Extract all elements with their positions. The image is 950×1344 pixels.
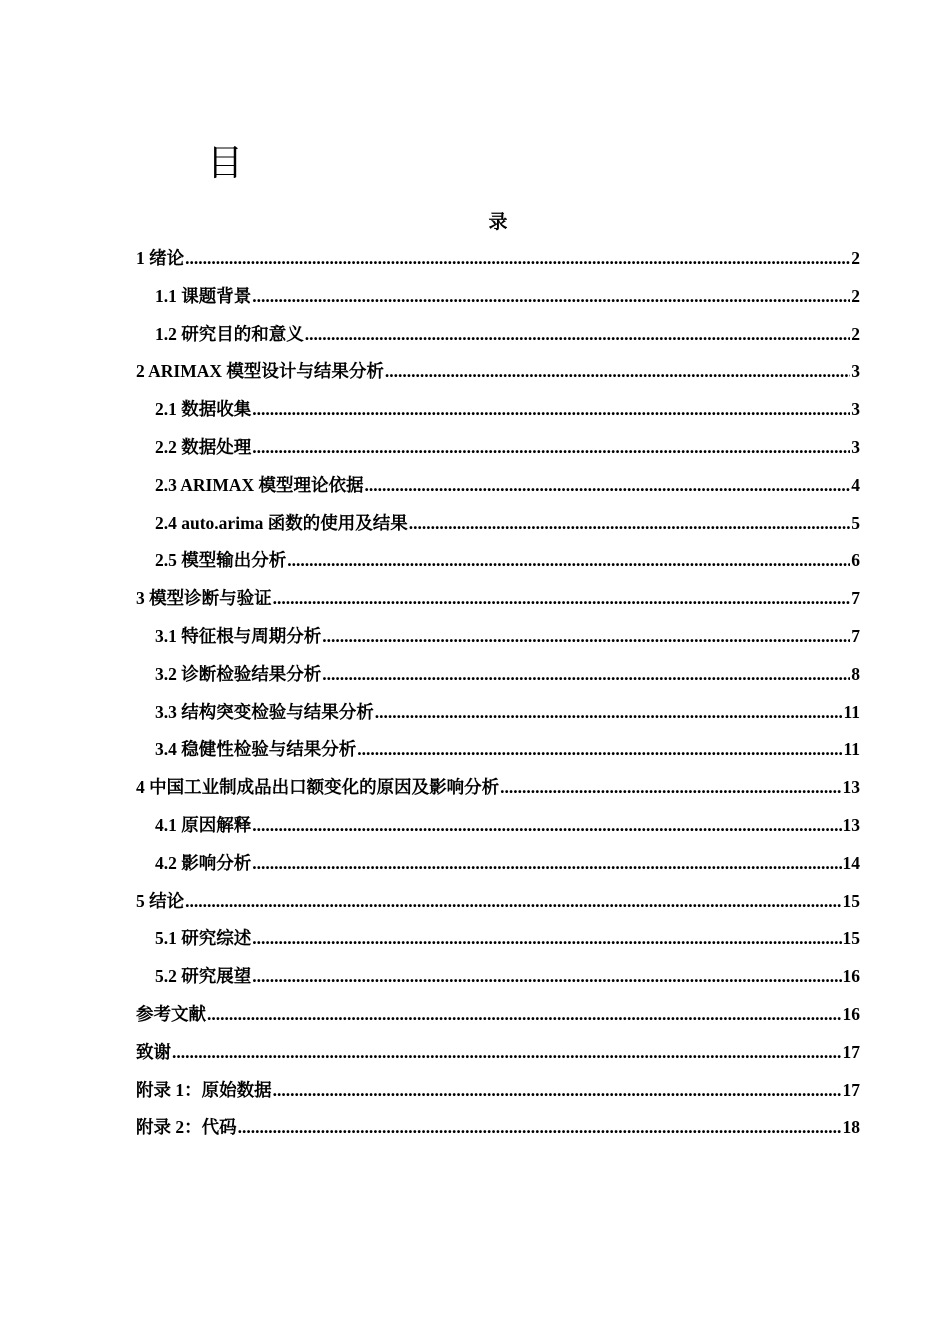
- toc-entry-page: 15: [842, 890, 860, 911]
- toc-leader-dots: [305, 316, 851, 354]
- toc-entry[interactable]: [136, 316, 860, 354]
- toc-entry-page: 14: [842, 852, 860, 873]
- toc-entry-title: 2.3 ARIMAX 模型理论依据: [155, 474, 364, 495]
- toc-entry-page: 3: [851, 361, 860, 382]
- toc-entry-page: 7: [851, 588, 860, 609]
- toc-leader-dots: [375, 694, 843, 732]
- toc-entry-title: 2.4 auto.arima 函数的使用及结果: [155, 512, 408, 533]
- toc-entry-title: 4.2 影响分析: [155, 852, 252, 873]
- toc-heading-first-char: 目: [207, 143, 244, 184]
- toc-leader-dots: [252, 920, 841, 958]
- toc-entry[interactable]: [136, 731, 860, 769]
- toc-entry-page: 11: [843, 701, 860, 722]
- toc-entry[interactable]: [136, 353, 860, 391]
- toc-entry-title: 3.1 特征根与周期分析: [155, 625, 322, 646]
- toc-entry-title: 5.1 研究综述: [155, 928, 252, 949]
- toc-entry[interactable]: [136, 542, 860, 580]
- toc-entry[interactable]: [136, 240, 860, 278]
- toc-entry[interactable]: [136, 656, 860, 694]
- toc-entry-page: 15: [842, 928, 860, 949]
- toc-entry-page: 2: [851, 323, 860, 344]
- toc-entry-title: 附录 1：原始数据: [136, 1079, 272, 1100]
- toc-leader-dots: [273, 580, 851, 618]
- toc-entry-page: 2: [851, 248, 860, 268]
- toc-leader-dots: [357, 731, 842, 769]
- toc-entry[interactable]: [136, 618, 860, 656]
- toc-leader-dots: [273, 1072, 842, 1110]
- toc-leader-dots: [238, 1109, 842, 1147]
- toc-entry[interactable]: [136, 920, 860, 958]
- toc-entry-page: 7: [851, 625, 860, 646]
- toc-entry-title: 3.2 诊断检验结果分析: [155, 663, 322, 684]
- toc-entry-title: 致谢: [136, 1041, 171, 1062]
- table-of-contents: [136, 240, 860, 1147]
- toc-entry-page: 2: [851, 285, 860, 306]
- toc-leader-dots: [252, 845, 841, 883]
- toc-entry[interactable]: [136, 278, 860, 316]
- toc-entry-title: 参考文献: [136, 1003, 206, 1024]
- toc-entry-page: 13: [842, 814, 860, 835]
- toc-entry-title: 1.2 研究目的和意义: [155, 323, 304, 344]
- toc-entry-title: 5.2 研究展望: [155, 966, 252, 987]
- toc-entry-page: 18: [842, 1117, 860, 1138]
- toc-leader-dots: [500, 769, 841, 807]
- toc-entry-page: 17: [842, 1041, 860, 1062]
- toc-entry[interactable]: [136, 958, 860, 996]
- toc-entry-page: 6: [851, 550, 860, 571]
- toc-entry[interactable]: [136, 845, 860, 883]
- toc-entry[interactable]: [136, 391, 860, 429]
- toc-entry-title: 5 结论: [136, 890, 185, 911]
- toc-entry-title: 2.5 模型输出分析: [155, 550, 287, 571]
- toc-entry-page: 3: [851, 436, 860, 457]
- toc-entry-title: 1 绪论: [136, 248, 185, 268]
- toc-entry-title: 4.1 原因解释: [155, 814, 252, 835]
- toc-entry-title: 2.2 数据处理: [155, 436, 252, 457]
- toc-entry[interactable]: [136, 1109, 860, 1147]
- toc-entry[interactable]: [136, 769, 860, 807]
- toc-entry-title: 4 中国工业制成品出口额变化的原因及影响分析: [136, 777, 500, 798]
- toc-leader-dots: [287, 542, 850, 580]
- toc-leader-dots: [172, 1034, 842, 1072]
- toc-entry-title: 2.1 数据收集: [155, 399, 252, 420]
- toc-leader-dots: [322, 618, 850, 656]
- toc-entry[interactable]: [136, 996, 860, 1034]
- toc-entry-title: 3.3 结构突变检验与结果分析: [155, 701, 374, 722]
- toc-entry[interactable]: [136, 580, 860, 618]
- toc-leader-dots: [385, 353, 850, 391]
- toc-entry-title: 3 模型诊断与验证: [136, 588, 272, 609]
- toc-entry[interactable]: [136, 505, 860, 543]
- toc-entry-page: 16: [842, 1003, 860, 1024]
- toc-entry[interactable]: [136, 1072, 860, 1110]
- toc-entry[interactable]: [136, 429, 860, 467]
- toc-entry[interactable]: [136, 694, 860, 732]
- toc-leader-dots: [322, 656, 850, 694]
- toc-entry-page: 13: [842, 777, 860, 798]
- toc-leader-dots: [252, 807, 841, 845]
- toc-heading-second-char: 录: [488, 211, 508, 233]
- toc-leader-dots: [185, 883, 841, 921]
- toc-entry-title: 3.4 稳健性检验与结果分析: [155, 739, 357, 760]
- toc-entry-title: 2 ARIMAX 模型设计与结果分析: [136, 361, 384, 382]
- toc-entry-page: 11: [843, 739, 860, 760]
- toc-leader-dots: [365, 467, 851, 505]
- toc-entry[interactable]: [136, 467, 860, 505]
- toc-leader-dots: [252, 958, 841, 996]
- toc-entry-page: 16: [842, 966, 860, 987]
- toc-entry-page: 4: [851, 474, 860, 495]
- toc-entry-page: 17: [842, 1079, 860, 1100]
- toc-entry-title: 附录 2：代码: [136, 1117, 237, 1138]
- toc-entry-page: 5: [851, 512, 860, 533]
- toc-entry[interactable]: [136, 807, 860, 845]
- toc-leader-dots: [252, 278, 850, 316]
- toc-leader-dots: [207, 996, 842, 1034]
- toc-leader-dots: [185, 240, 850, 278]
- toc-leader-dots: [409, 505, 850, 543]
- toc-entry[interactable]: [136, 1034, 860, 1072]
- toc-entry[interactable]: [136, 883, 860, 921]
- toc-leader-dots: [252, 391, 850, 429]
- toc-leader-dots: [252, 429, 850, 467]
- toc-entry-title: 1.1 课题背景: [155, 285, 252, 306]
- toc-entry-page: 8: [851, 663, 860, 684]
- toc-entry-page: 3: [851, 399, 860, 420]
